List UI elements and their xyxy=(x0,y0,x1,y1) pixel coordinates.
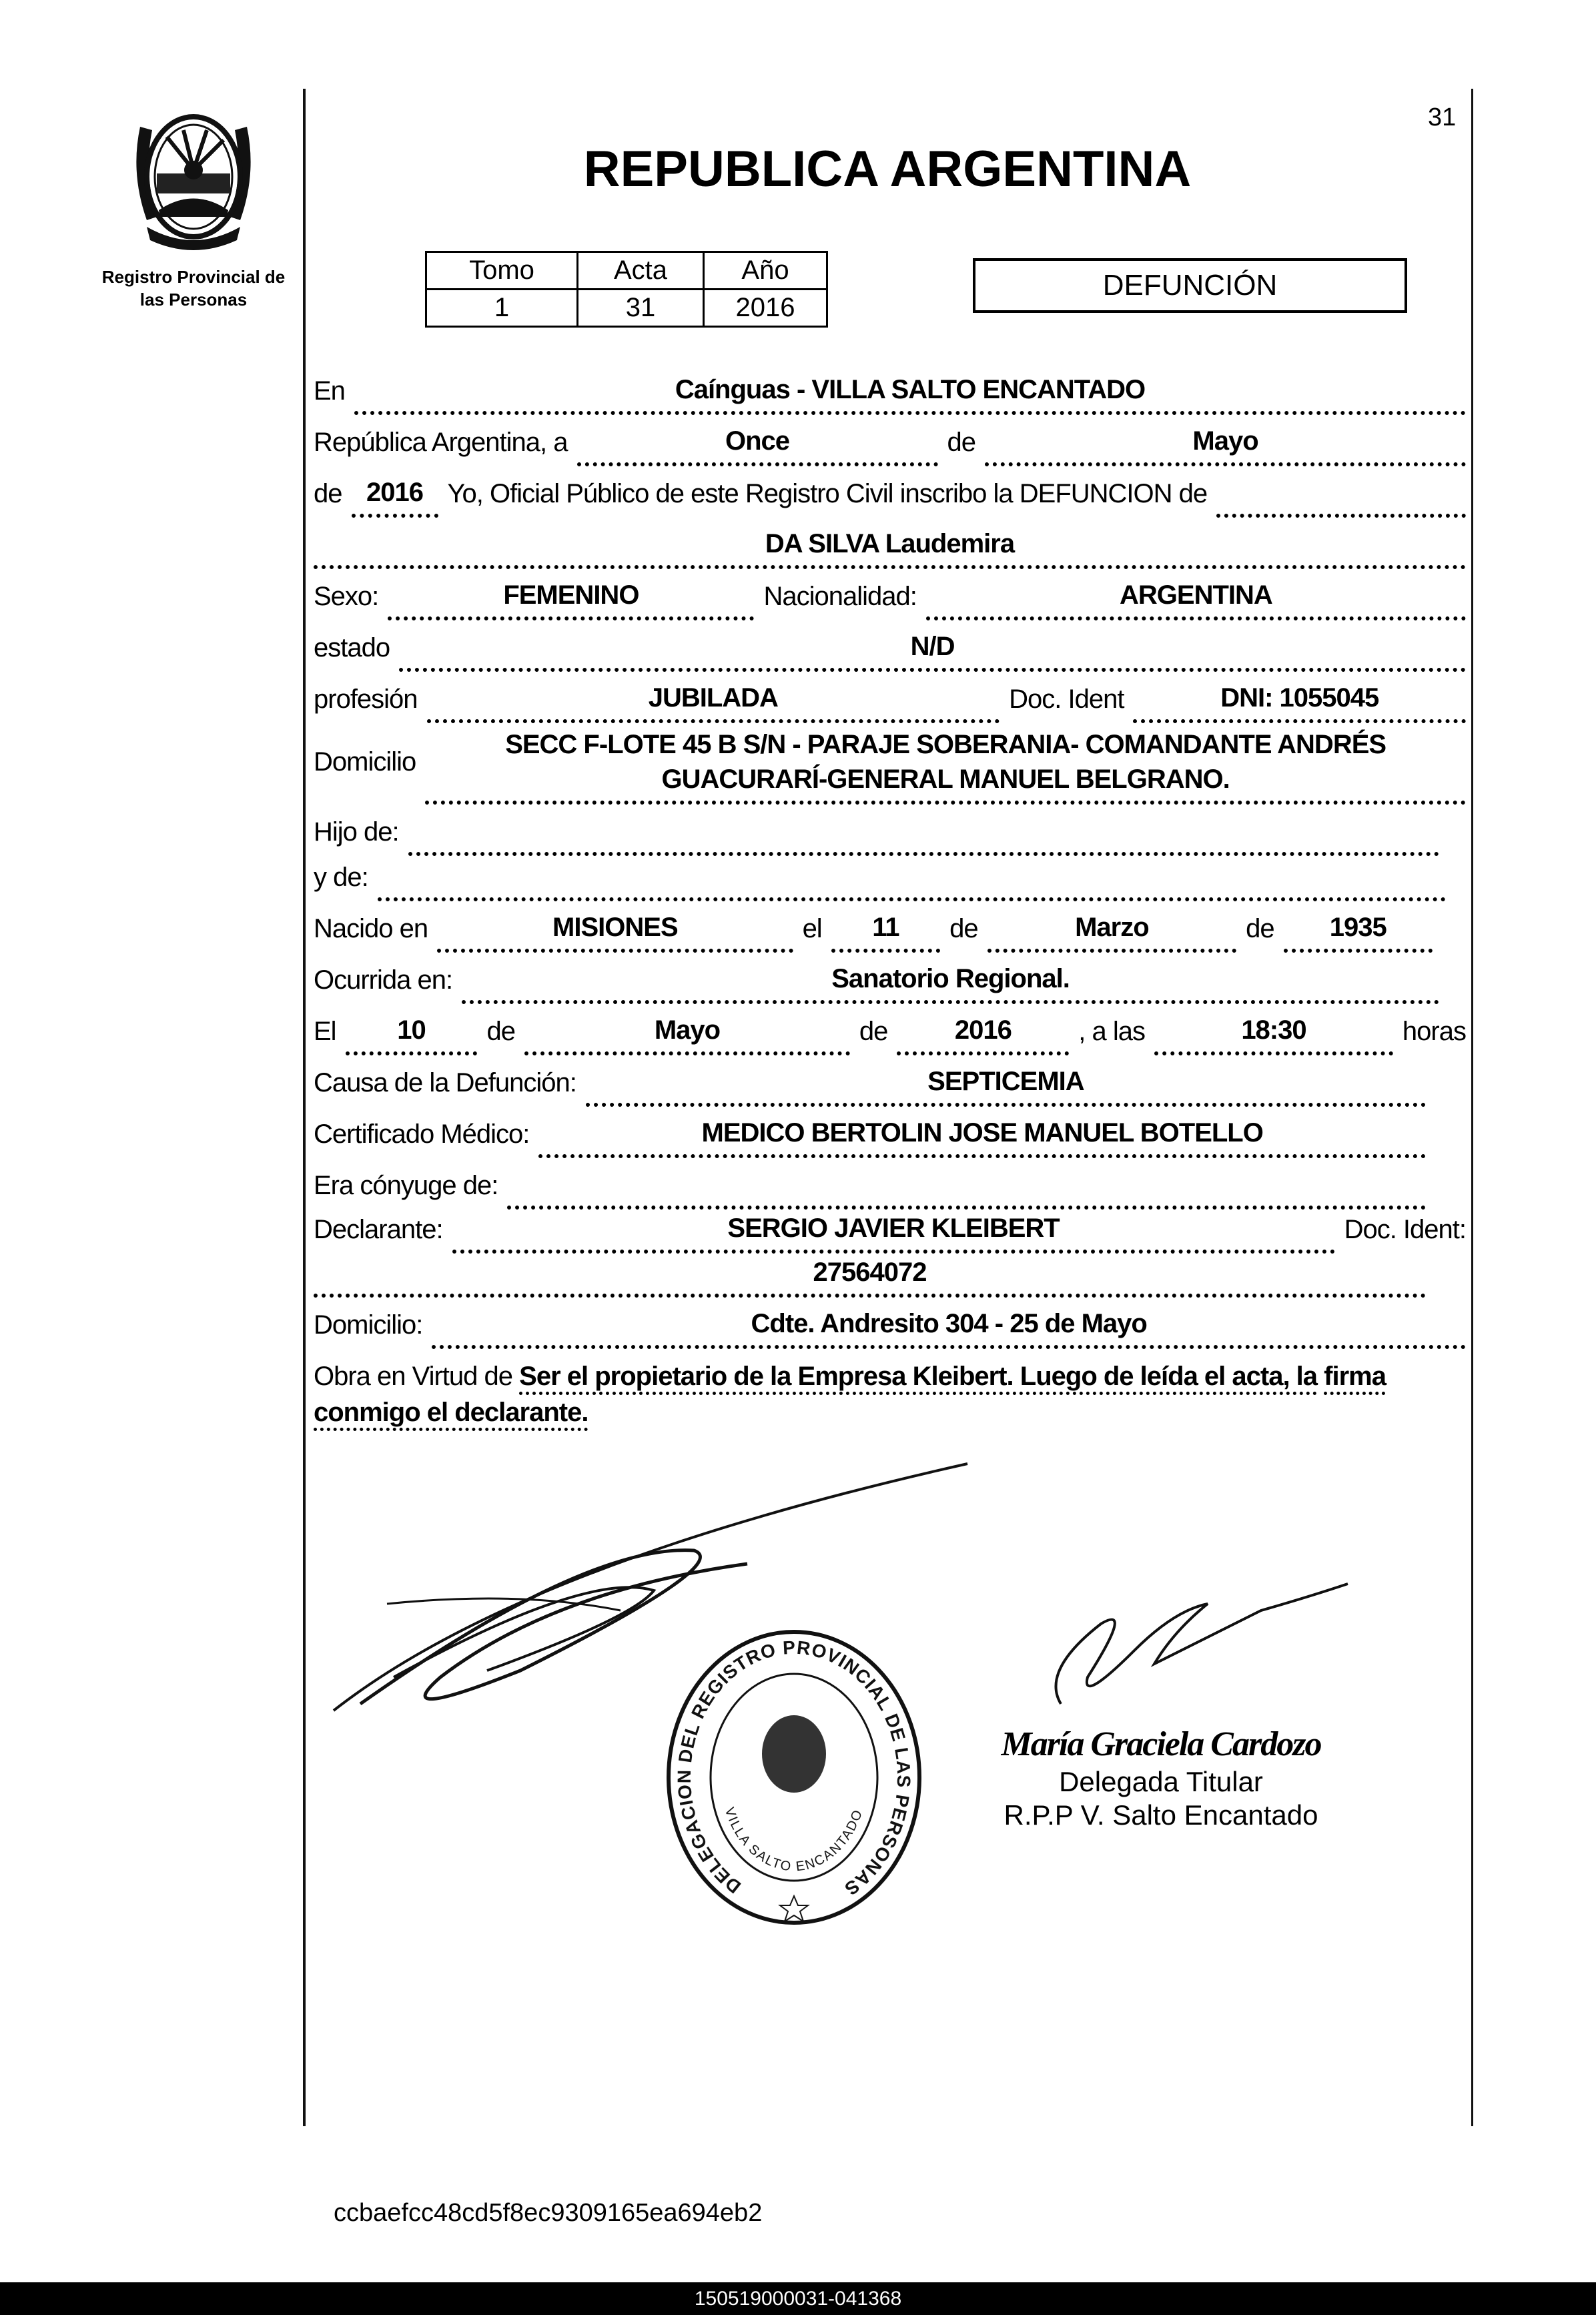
label-de-year: de xyxy=(314,479,342,508)
label-declarante-doc: Doc. Ident: xyxy=(1344,1215,1466,1244)
row-en xyxy=(314,364,1466,415)
row-profesion xyxy=(314,672,1466,723)
field-birth-place: MISIONES xyxy=(437,909,793,953)
signatory-name: María Graciela Cardozo xyxy=(1001,1725,1321,1763)
label-de-month: de xyxy=(486,1017,515,1046)
field-death-day: 10 xyxy=(346,1011,478,1055)
header-tomo: Tomo xyxy=(426,252,578,290)
registry-caption-line2: las Personas xyxy=(139,290,248,310)
field-deceased-name: DA SILVA Laudemira xyxy=(314,525,1466,569)
field-month: Mayo xyxy=(985,422,1466,466)
label-a-las: , a las xyxy=(1078,1017,1146,1046)
label-republica: República Argentina, a xyxy=(314,428,568,457)
field-death-year: 2016 xyxy=(897,1011,1069,1055)
row-year xyxy=(314,466,1466,518)
label-de2: de xyxy=(1246,914,1274,943)
field-profesion: JUBILADA xyxy=(427,679,1000,723)
row-conyuge xyxy=(314,1158,1466,1210)
record-table xyxy=(425,251,828,328)
row-sexo xyxy=(314,569,1466,620)
label-nacionalidad: Nacionalidad: xyxy=(763,582,917,611)
row-domicilio xyxy=(314,727,1466,805)
field-domicilio-declarante: Cdte. Andresito 304 - 25 de Mayo xyxy=(432,1305,1466,1349)
label-certificado: Certificado Médico: xyxy=(314,1119,530,1149)
page-title: REPUBLICA ARGENTINA xyxy=(583,141,1192,197)
official-signature xyxy=(1041,1570,1361,1717)
label-de-year2: de xyxy=(859,1017,888,1046)
value-acta: 31 xyxy=(578,290,704,327)
field-certificado: MEDICO BERTOLIN JOSE MANUEL BOTELLO xyxy=(538,1114,1426,1158)
field-hijo-de xyxy=(408,812,1439,856)
row-fecha xyxy=(314,1004,1466,1055)
field-y-de xyxy=(378,857,1446,901)
signatory-block xyxy=(961,1724,1361,1832)
row-declarante xyxy=(314,1210,1466,1298)
field-sexo: FEMENINO xyxy=(388,576,754,620)
row-obra xyxy=(314,1358,1466,1430)
record-type-box: DEFUNCIÓN xyxy=(973,258,1407,313)
field-obra-line2: firma conmigo el declarante. xyxy=(314,1362,1386,1427)
label-profesion: profesión xyxy=(314,684,418,714)
label-obra: Obra en Virtud de xyxy=(314,1362,513,1391)
signatory-title: Delegada Titular xyxy=(1059,1766,1263,1797)
field-domicilio xyxy=(425,727,1466,805)
page-number: 31 xyxy=(1428,103,1457,131)
label-doc-ident: Doc. Ident xyxy=(1009,684,1124,714)
label-ocurrida: Ocurrida en: xyxy=(314,965,453,995)
row-republica xyxy=(314,415,1466,466)
label-el-fecha: El xyxy=(314,1017,336,1046)
field-conyuge xyxy=(507,1166,1426,1210)
label-domicilio: Domicilio xyxy=(314,747,416,777)
row-certificado xyxy=(314,1107,1466,1158)
field-year: 2016 xyxy=(352,474,438,518)
field-nacionalidad: ARGENTINA xyxy=(926,576,1466,620)
field-year-blank xyxy=(1216,474,1466,518)
record-table-value-row xyxy=(426,290,827,327)
field-day: Once xyxy=(577,422,938,466)
label-declarante: Declarante: xyxy=(314,1215,443,1244)
row-deceased-name xyxy=(314,518,1466,569)
field-death-month: Mayo xyxy=(524,1011,850,1055)
declaration-text: Yo, Oficial Público de este Registro Civil inscribo la DEFUNCION de xyxy=(447,479,1208,508)
record-table-header-row xyxy=(426,252,827,290)
registry-caption-line1: Registro Provincial de xyxy=(101,267,286,287)
header-anio: Año xyxy=(704,252,827,290)
registry-stamp xyxy=(661,1624,927,1931)
svg-text:VILLA SALTO ENCANTADO xyxy=(722,1806,866,1875)
field-doc-ident: DNI: 1055045 xyxy=(1133,679,1466,723)
field-place: Caínguas - VILLA SALTO ENCANTADO xyxy=(354,371,1466,415)
domicilio-line1: SECC F-LOTE 45 B S/N - PARAJE SOBERANIA- COMANDANTE ANDRÉS xyxy=(505,730,1386,759)
footer-code: 150519000031-041368 xyxy=(694,2288,902,2310)
field-birth-day: 11 xyxy=(831,909,940,953)
province-coat-of-arms-logo xyxy=(127,100,260,254)
row-domicilio-declarante xyxy=(314,1298,1466,1349)
row-ocurrida xyxy=(314,953,1466,1004)
registry-caption xyxy=(93,266,294,311)
field-causa: SEPTICEMIA xyxy=(586,1063,1426,1107)
field-birth-month: Marzo xyxy=(987,909,1236,953)
value-tomo: 1 xyxy=(426,290,578,327)
label-horas: horas xyxy=(1402,1017,1466,1046)
domicilio-line2: GUACURARÍ-GENERAL MANUEL BELGRANO. xyxy=(661,765,1230,794)
signatory-office: R.P.P V. Salto Encantado xyxy=(1004,1799,1318,1831)
left-margin-line xyxy=(303,89,306,2126)
label-de1: de xyxy=(949,914,978,943)
field-obra-line1: Ser el propietario de la Empresa Kleibert. Luego de leída el acta, la xyxy=(519,1362,1318,1391)
field-declarante: SERGIO JAVIER KLEIBERT xyxy=(452,1210,1335,1254)
label-estado: estado xyxy=(314,633,390,662)
label-hijo-de: Hijo de: xyxy=(314,817,399,847)
header-acta: Acta xyxy=(578,252,704,290)
field-declarante-doc: 27564072 xyxy=(314,1254,1426,1298)
label-causa: Causa de la Defunción: xyxy=(314,1068,576,1097)
label-domicilio-declarante: Domicilio: xyxy=(314,1310,423,1340)
right-margin-line xyxy=(1471,89,1473,2126)
death-record-form xyxy=(314,364,1466,2228)
field-death-time: 18:30 xyxy=(1154,1011,1393,1055)
field-birth-year: 1935 xyxy=(1284,909,1433,953)
label-nacido: Nacido en xyxy=(314,914,428,943)
label-el: el xyxy=(802,914,822,943)
row-y-de xyxy=(314,856,1466,901)
field-estado: N/D xyxy=(399,628,1466,672)
signature-area xyxy=(314,1444,1466,2178)
document-hash: ccbaefcc48cd5f8ec9309165ea694eb2 xyxy=(334,2199,763,2227)
row-hijo-de xyxy=(314,805,1466,856)
stamp-inner-text: VILLA SALTO ENCANTADO xyxy=(721,1805,866,1875)
label-de: de xyxy=(947,428,975,457)
stamp-outer-text: DELEGACION DEL REGISTRO PROVINCIAL DE LAS PERSONAS xyxy=(673,1637,915,1900)
row-nacido xyxy=(314,901,1466,953)
label-sexo: Sexo: xyxy=(314,582,379,611)
label-y-de: y de: xyxy=(314,863,368,892)
label-en: En xyxy=(314,376,345,406)
footer-bar xyxy=(0,2282,1596,2315)
label-conyuge: Era cónyuge de: xyxy=(314,1171,498,1200)
value-anio: 2016 xyxy=(704,290,827,327)
row-causa xyxy=(314,1055,1466,1107)
row-estado xyxy=(314,620,1466,672)
field-ocurrida: Sanatorio Regional. xyxy=(462,960,1439,1004)
